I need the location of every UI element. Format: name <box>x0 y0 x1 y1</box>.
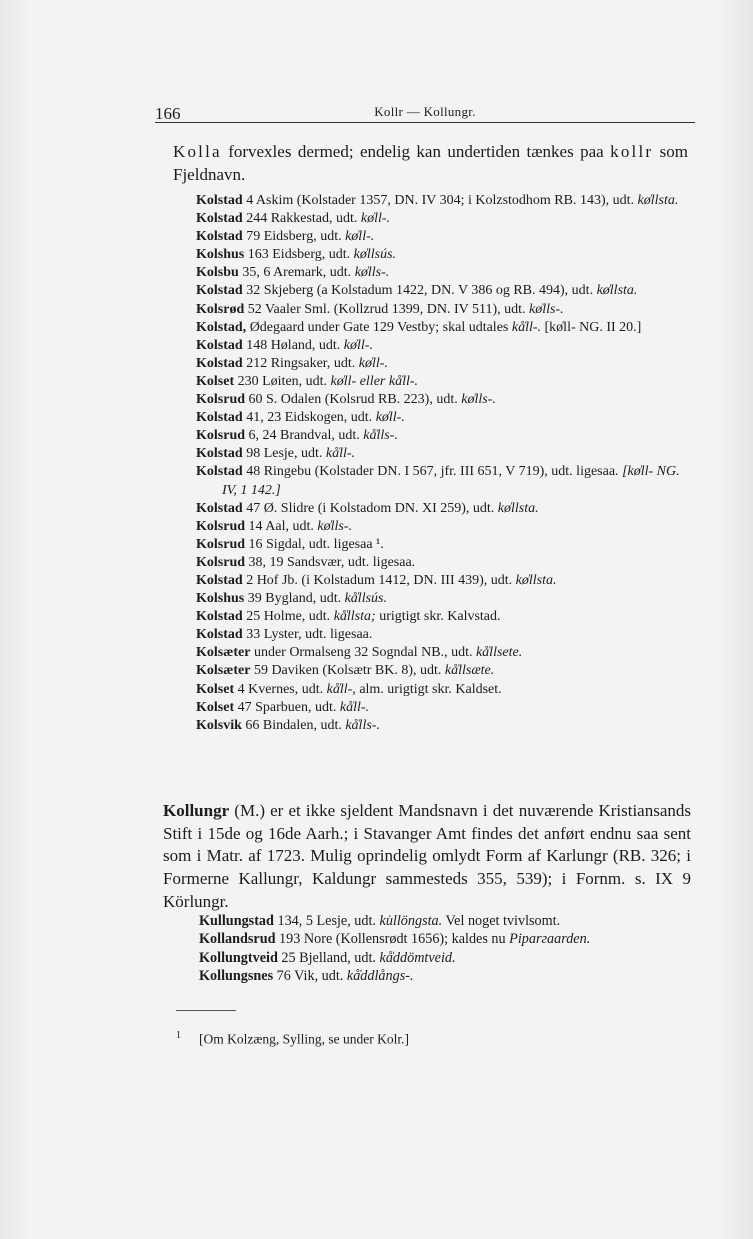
entry-row <box>196 246 696 264</box>
entry-text: 193 Nore (Kollensrødt 1656); kaldes nu <box>275 931 510 948</box>
entry-text: 41, 23 Eidskogen, udt. <box>242 410 376 426</box>
entry-text: 76 Vik, udt. <box>273 968 347 985</box>
entry-pronunciation: kå̍ddlångs-. <box>346 968 414 985</box>
entry-name: Kolstad <box>196 446 243 462</box>
entry-pronunciation: kå̍lls-. <box>363 428 398 444</box>
entry-pronunciation: kø̍llsta. <box>596 283 638 299</box>
entry-text: 16 Sigdal, udt. ligesaa ¹. <box>245 536 384 552</box>
entry-row <box>199 967 693 985</box>
entry-text: under Ormalseng 32 Sogndal NB., udt. <box>250 645 476 661</box>
entry-name: Kollungtveid <box>199 949 278 966</box>
entry-row <box>196 717 696 735</box>
entry-text: 163 Eidsberg, udt. <box>244 247 354 263</box>
entry-name: Kollungsnes <box>199 968 274 985</box>
entry-extra: [kø̍ll- NG. II 20.] <box>541 319 642 335</box>
entry-row <box>196 301 696 319</box>
entry-row <box>196 445 696 463</box>
entry-name: Kolstad <box>196 337 243 353</box>
entry-row <box>196 626 696 644</box>
intro-text: forvexles dermed; endelig kan undertiden tænkes paa <box>221 142 611 161</box>
entry-pronunciation: kø̍lls-. <box>354 265 390 281</box>
entry-text: 25 Holme, udt. <box>242 609 334 625</box>
entry-text: 47 Ø. Slidre (i Kolstadom DN. XI 259), udt. <box>242 500 498 516</box>
intro-word-kolla: Kolla <box>173 142 222 161</box>
entry-name: Kolset <box>196 699 235 715</box>
page-number: 166 <box>155 104 181 123</box>
entry-name: Kolsrød <box>196 301 245 317</box>
intro-paragraph <box>173 140 688 186</box>
entry-name: Kolstad <box>196 410 243 426</box>
entry-name: Kolsrud <box>196 392 246 408</box>
entry-row <box>199 912 693 930</box>
running-title: Kollr — Kollungr. <box>374 104 476 119</box>
entry-row <box>196 319 696 337</box>
entry-text: 2 Hof Jb. (i Kolstadum 1412, DN. III 439), udt. <box>242 572 516 588</box>
entry-pronunciation: ku̍llöngsta. <box>379 913 443 929</box>
entry-text: 33 Lyster, udt. ligesaa. <box>242 627 373 643</box>
entry-row <box>196 554 696 572</box>
entry-name: Kolstad <box>196 464 243 480</box>
entry-text: 4 Kvernes, udt. <box>234 681 327 697</box>
entry-pronunciation: kå̍ll-, <box>326 681 356 697</box>
entry-name: Kolstad <box>196 193 243 208</box>
entry-extra: alm. urigtigt skr. Kaldset. <box>355 681 502 697</box>
running-header <box>155 100 695 123</box>
entry-text: 98 Lesje, udt. <box>242 446 326 462</box>
entry-row <box>196 282 696 300</box>
entry-row <box>196 518 696 536</box>
entry-pronunciation: kå̍lls-. <box>345 717 380 733</box>
entry-pronunciation: kø̍llsta. <box>497 500 539 516</box>
entry-name: Kolstad <box>196 627 243 643</box>
entry-name: Kolstad <box>196 283 243 299</box>
entry-text: 48 Ringebu (Kolstader DN. I 567, jfr. III 651, V 719), udt. ligesaa. <box>242 464 623 480</box>
entry-row <box>196 463 696 499</box>
entry-text: 25 Bjelland, udt. <box>277 949 380 966</box>
entry-text: 32 Skjeberg (a Kolstadum 1422, DN. V 386 og RB. 494), udt. <box>242 283 597 299</box>
footnote-mark: 1 <box>176 1030 181 1041</box>
entry-name: Kolsæter <box>196 663 251 679</box>
entry-row <box>196 391 696 409</box>
entry-text: 6, 24 Brandval, udt. <box>245 428 364 444</box>
entry-name: Kolsrud <box>196 518 246 534</box>
entry-pronunciation: kø̍lls-. <box>317 518 352 534</box>
entry-row <box>196 572 696 590</box>
entry-text: 38, 19 Sandsvær, udt. ligesaa. <box>245 554 416 570</box>
entry-pronunciation: kø̍lls-. <box>461 392 496 408</box>
entry-text: Ødegaard under Gate 129 Vestby; skal udtales <box>246 319 512 335</box>
entry-row <box>196 373 696 391</box>
entry-name: Kolsvik <box>196 717 242 733</box>
entry-row <box>196 500 696 518</box>
entry-name: Kolstad <box>196 572 243 588</box>
entry-pronunciation: kå̍llsæte. <box>444 663 495 679</box>
sub-entry-list <box>199 912 693 986</box>
entry-pronunciation: kå̍ll-. <box>325 446 356 462</box>
entry-pronunciation: kø̍ll-. <box>360 211 391 227</box>
entry-pronunciation: kø̍ll- eller kå̍ll-. <box>330 373 419 389</box>
entry-extra: urigtigt skr. Kalvstad. <box>375 609 501 625</box>
entry-pronunciation: kø̍llsta. <box>637 193 679 208</box>
place-name-list <box>196 192 696 735</box>
entry-name: Kullungstad <box>199 913 274 929</box>
entry-name: Kolstad, <box>196 319 247 335</box>
entry-row <box>196 192 696 210</box>
entry-pronunciation: kå̍llsta; <box>333 609 376 625</box>
entry-row <box>196 264 696 282</box>
entry-name: Kolshus <box>196 247 245 263</box>
entry-pronunciation: [kø̍ll- NG. IV, 1 142.] <box>222 464 680 498</box>
entry-name: Kolsæter <box>196 645 251 661</box>
footnote <box>176 1027 696 1048</box>
entry-pronunciation: kå̍llsete. <box>475 645 523 661</box>
entry-row <box>196 409 696 427</box>
entry-row <box>196 608 696 626</box>
entry-name: Kolstad <box>196 355 243 371</box>
entry-name: Kollandsrud <box>199 931 276 948</box>
entry-name: Kolstad <box>196 500 243 516</box>
entry-name: Kolstad <box>196 211 243 227</box>
entry-name: Kolsrud <box>196 428 246 444</box>
entry-text: 66 Bindalen, udt. <box>241 717 346 733</box>
entry-row <box>196 427 696 445</box>
entry-pronunciation: kå̍ll-. <box>511 319 542 335</box>
footnote-divider <box>176 1010 236 1011</box>
entry-name: Kolsbu <box>196 265 239 281</box>
entry-row <box>196 210 696 228</box>
entry-pronunciation: kø̍ll-. <box>375 410 405 426</box>
entry-row <box>199 930 693 948</box>
entry-row <box>196 699 696 717</box>
entry-name: Kolset <box>196 681 235 697</box>
entry-text: 52 Vaaler Sml. (Kollzrud 1399, DN. IV 511), udt. <box>244 301 529 317</box>
entry-pronunciation: kø̍ll-. <box>345 229 375 245</box>
entry-row <box>196 681 696 699</box>
entry-pronunciation: kø̍ll-. <box>358 355 388 371</box>
entry-row <box>196 355 696 373</box>
entry-row <box>196 536 696 554</box>
main-headword: Kollungr <box>163 801 230 820</box>
entry-row <box>196 337 696 355</box>
entry-text: 148 Høland, udt. <box>242 337 344 353</box>
entry-text: 134, 5 Lesje, udt. <box>273 913 380 929</box>
entry-name: Kolshus <box>196 591 245 607</box>
entry-pronunciation: Piparгaarden. <box>509 931 591 948</box>
entry-text: 60 S. Odalen (Kolsrud RB. 223), udt. <box>245 392 462 408</box>
entry-name: Kolsrud <box>196 554 246 570</box>
entry-row <box>196 644 696 662</box>
entry-name: Kolstad <box>196 609 243 625</box>
main-article-text <box>163 800 691 914</box>
main-article <box>163 800 691 914</box>
entry-pronunciation: kø̍ll-. <box>343 337 373 353</box>
footnote-text: [Om Kolzæng, Sylling, se under Kolr.] <box>199 1031 409 1047</box>
entry-pronunciation: kø̍llsús. <box>353 247 397 263</box>
entry-text: 14 Aal, udt. <box>245 518 318 534</box>
entry-name: Kolstad <box>196 229 243 245</box>
entry-pronunciation: kø̍lls-. <box>529 301 564 317</box>
entry-extra: Vel noget tvivlsomt. <box>442 913 561 929</box>
entry-text: 244 Rakkestad, udt. <box>242 211 361 227</box>
entry-row <box>196 590 696 608</box>
entry-row <box>199 949 693 967</box>
entry-row <box>196 228 696 246</box>
entry-text: 47 Sparbuen, udt. <box>234 699 340 715</box>
entry-name: Kolset <box>196 373 235 389</box>
intro-suffix: som Fjeldnavn. <box>173 142 689 184</box>
main-body: (M.) er et ikke sjeldent Mandsnavn i det nuværende Kristiansands Stift i 15de og 16de Aarh.; i Stavanger Amt findes det anført endnu saa sent som i Matr. af 1723. Mulig oprindelig omlydt Form af Karlungr (RB. 326; i Formerne Kallungr, Kaldungr sammesteds 355, 539); i Fornm. s. IX 9 Körlungr. <box>163 801 691 911</box>
entry-pronunciation: kå̍llsús. <box>344 591 387 607</box>
intro-word-kollr: kollr <box>610 142 654 161</box>
entry-pronunciation: kå̍ll-. <box>339 699 370 715</box>
entry-pronunciation: kå̍ddömtveid. <box>379 949 456 966</box>
entry-text: 4 Askim (Kolstader 1357, DN. IV 304; i Kolzstodhom RB. 143), udt. <box>242 193 638 208</box>
entry-text: 212 Ringsaker, udt. <box>242 355 359 371</box>
entry-row <box>196 662 696 680</box>
entry-text: 35, 6 Aremark, udt. <box>238 265 355 281</box>
entry-text: 39 Bygland, udt. <box>244 591 345 607</box>
entry-pronunciation: kø̍llsta. <box>515 572 557 588</box>
entry-text: 79 Eidsberg, udt. <box>242 229 346 245</box>
entry-name: Kolsrud <box>196 536 246 552</box>
entry-text: 230 Løiten, udt. <box>234 373 331 389</box>
entry-text: 59 Daviken (Kolsætr BK. 8), udt. <box>250 663 445 679</box>
